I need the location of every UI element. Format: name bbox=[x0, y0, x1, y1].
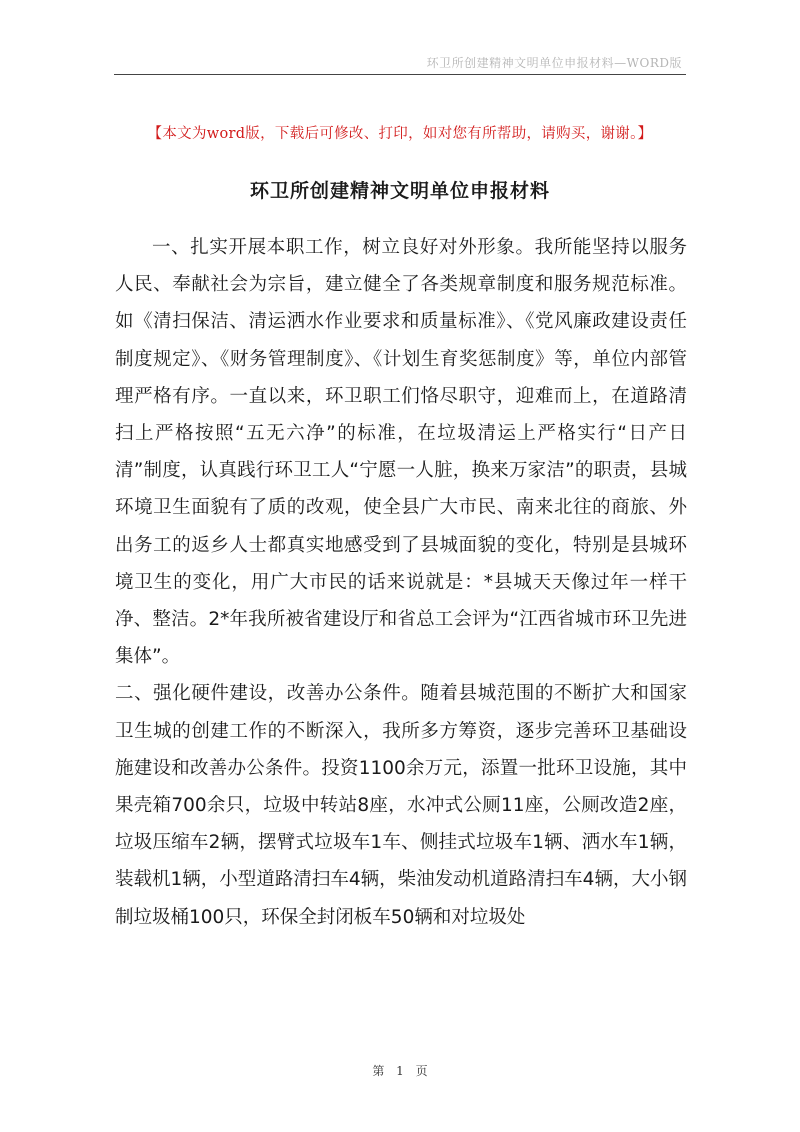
page-footer bbox=[0, 1062, 800, 1079]
page-suffix: 页 bbox=[415, 1064, 428, 1078]
paragraph-1: 一、扎实开展本职工作，树立良好对外形象。我所能坚持以服务人民、奉献社会为宗旨，建立健全了各类规章制度和服务规范标准。如《清扫保洁、清运洒水作业要求和质量标准》、《党风廉政建设责任制度规定》、《财务管理制度》、《计划生育奖惩制度》等，单位内部管理严格有序。一直以来，环卫职工们恪尽职守，迎难而上，在道路清扫上严格按照“五无六净”的标准，在垃圾清运上严格实行“日产日清”制度，认真践行环卫工人“宁愿一人脏，换来万家洁”的职责，县城环境卫生面貌有了质的改观，使全县广大市民、南来北往的商旅、外出务工的返乡人士都真实地感受到了县城面貌的变化，特别是县城环境卫生的变化，用广大市民的话来说就是：*县城天天像过年一样干净、整洁。2*年我所被省建设厅和省总工会评为“江西省城市环卫先进集体”。 bbox=[115, 237, 687, 668]
running-header: 环卫所创建精神文明单位申报材料—WORD版 bbox=[426, 56, 682, 70]
paragraph-2: 二、强化硬件建设，改善办公条件。随着县城范围的不断扩大和国家卫生城的创建工作的不断深入，我所多方筹资，逐步完善环卫基础设施建设和改善办公条件。投资1100余万元，添置一批环卫设施，其中果壳箱700余只，垃圾中转站8座，水冲式公厕11座，公厕改造2座，垃圾压缩车2辆，摆臂式垃圾车1车、侧挂式垃圾车1辆、洒水车1辆，装载机1辆，小型道路清扫车4辆，柴油发动机道路清扫车4辆，大小钢制垃圾桶100只，环保全封闭板车50辆和对垃圾处 bbox=[115, 683, 687, 928]
header-divider bbox=[114, 74, 686, 75]
document-title: 环卫所创建精神文明单位申报材料 bbox=[249, 180, 550, 202]
page-prefix: 第 bbox=[372, 1064, 385, 1078]
page-number: 1 bbox=[396, 1064, 404, 1078]
document-body bbox=[115, 229, 687, 936]
download-notice: 【本文为word版，下载后可修改、打印，如对您有所帮助，请购买，谢谢。】 bbox=[147, 126, 653, 142]
